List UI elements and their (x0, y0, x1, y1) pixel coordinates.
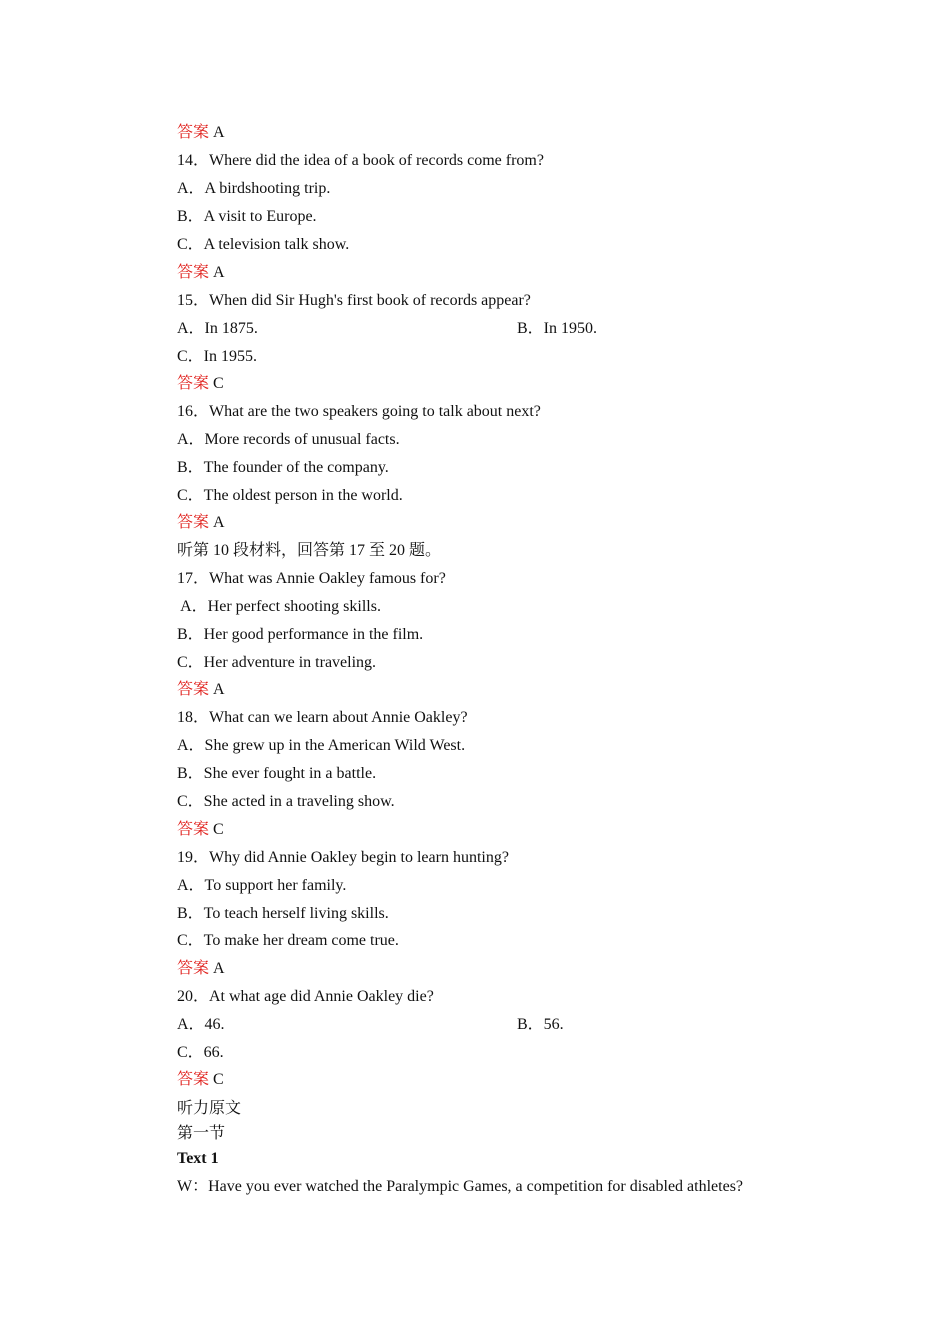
question-19: 19．Why did Annie Oakley begin to learn hunting? (177, 849, 509, 866)
option-19-c: C．To make her dream come true. (177, 932, 399, 949)
answer-value: C (213, 375, 224, 392)
option-16-c: C．The oldest person in the world. (177, 487, 403, 504)
question-20: 20．At what age did Annie Oakley die? (177, 988, 434, 1005)
option-18-a: A．She grew up in the American Wild West. (177, 737, 466, 754)
transcript-heading: 听力原文 (177, 1098, 242, 1117)
question-17: 17．What was Annie Oakley famous for? (177, 570, 446, 587)
answer-label: 答案 (177, 124, 210, 141)
answer-label: 答案 (177, 1071, 210, 1088)
text-heading: Text 1 (177, 1150, 219, 1167)
option-19-b: B．To teach herself living skills. (177, 905, 389, 922)
question-18: 18．What can we learn about Annie Oakley? (177, 709, 468, 726)
option-14-a: A．A birdshooting trip. (177, 180, 331, 197)
answer-value: C (213, 821, 224, 838)
answer-value: A (213, 264, 225, 281)
answer-value: A (213, 514, 225, 531)
option-18-c: C．She acted in a traveling show. (177, 793, 395, 810)
answer-line-15 (177, 374, 224, 394)
option-20-a: A．46. (177, 1016, 225, 1033)
answer-label: 答案 (177, 514, 210, 531)
answer-label: 答案 (177, 375, 210, 392)
option-19-a: A．To support her family. (177, 877, 347, 894)
section-instruction: 听第 10 段材料，回答第 17 至 20 题。 (177, 542, 442, 559)
answer-line-17 (177, 680, 225, 700)
option-16-b: B．The founder of the company. (177, 459, 389, 476)
option-14-b: B．A visit to Europe. (177, 208, 317, 225)
option-15-c: C．In 1955. (177, 348, 258, 365)
dialogue-line: W：Have you ever watched the Paralympic Games, a competition for disabled athletes? (177, 1178, 744, 1195)
option-16-a: A．More records of unusual facts. (177, 431, 400, 448)
answer-line-13 (177, 123, 225, 143)
section-heading: 第一节 (177, 1123, 226, 1142)
option-17-b: B．Her good performance in the film. (177, 626, 424, 643)
answer-value: A (213, 681, 225, 698)
answer-line-18 (177, 820, 224, 840)
answer-line-16 (177, 513, 225, 533)
option-15-a: A．In 1875. (177, 320, 258, 337)
answer-label: 答案 (177, 960, 210, 977)
option-15-b: B．In 1950. (517, 320, 598, 337)
answer-line-14 (177, 263, 225, 283)
answer-label: 答案 (177, 264, 210, 281)
option-20-c: C．66. (177, 1044, 224, 1061)
answer-value: A (213, 124, 225, 141)
answer-line-20 (177, 1070, 224, 1090)
answer-line-19 (177, 959, 225, 979)
question-16: 16．What are the two speakers going to talk about next? (177, 403, 541, 420)
question-14: 14．Where did the idea of a book of records come from? (177, 152, 544, 169)
answer-label: 答案 (177, 681, 210, 698)
option-17-c: C．Her adventure in traveling. (177, 654, 377, 671)
answer-label: 答案 (177, 821, 210, 838)
answer-value: A (213, 960, 225, 977)
option-17-a: A．Her perfect shooting skills. (177, 598, 381, 615)
option-18-b: B．She ever fought in a battle. (177, 765, 377, 782)
option-20-b: B．56. (517, 1016, 564, 1033)
answer-value: C (213, 1071, 224, 1088)
question-15: 15．When did Sir Hugh's first book of records appear? (177, 292, 531, 309)
option-14-c: C．A television talk show. (177, 236, 350, 253)
